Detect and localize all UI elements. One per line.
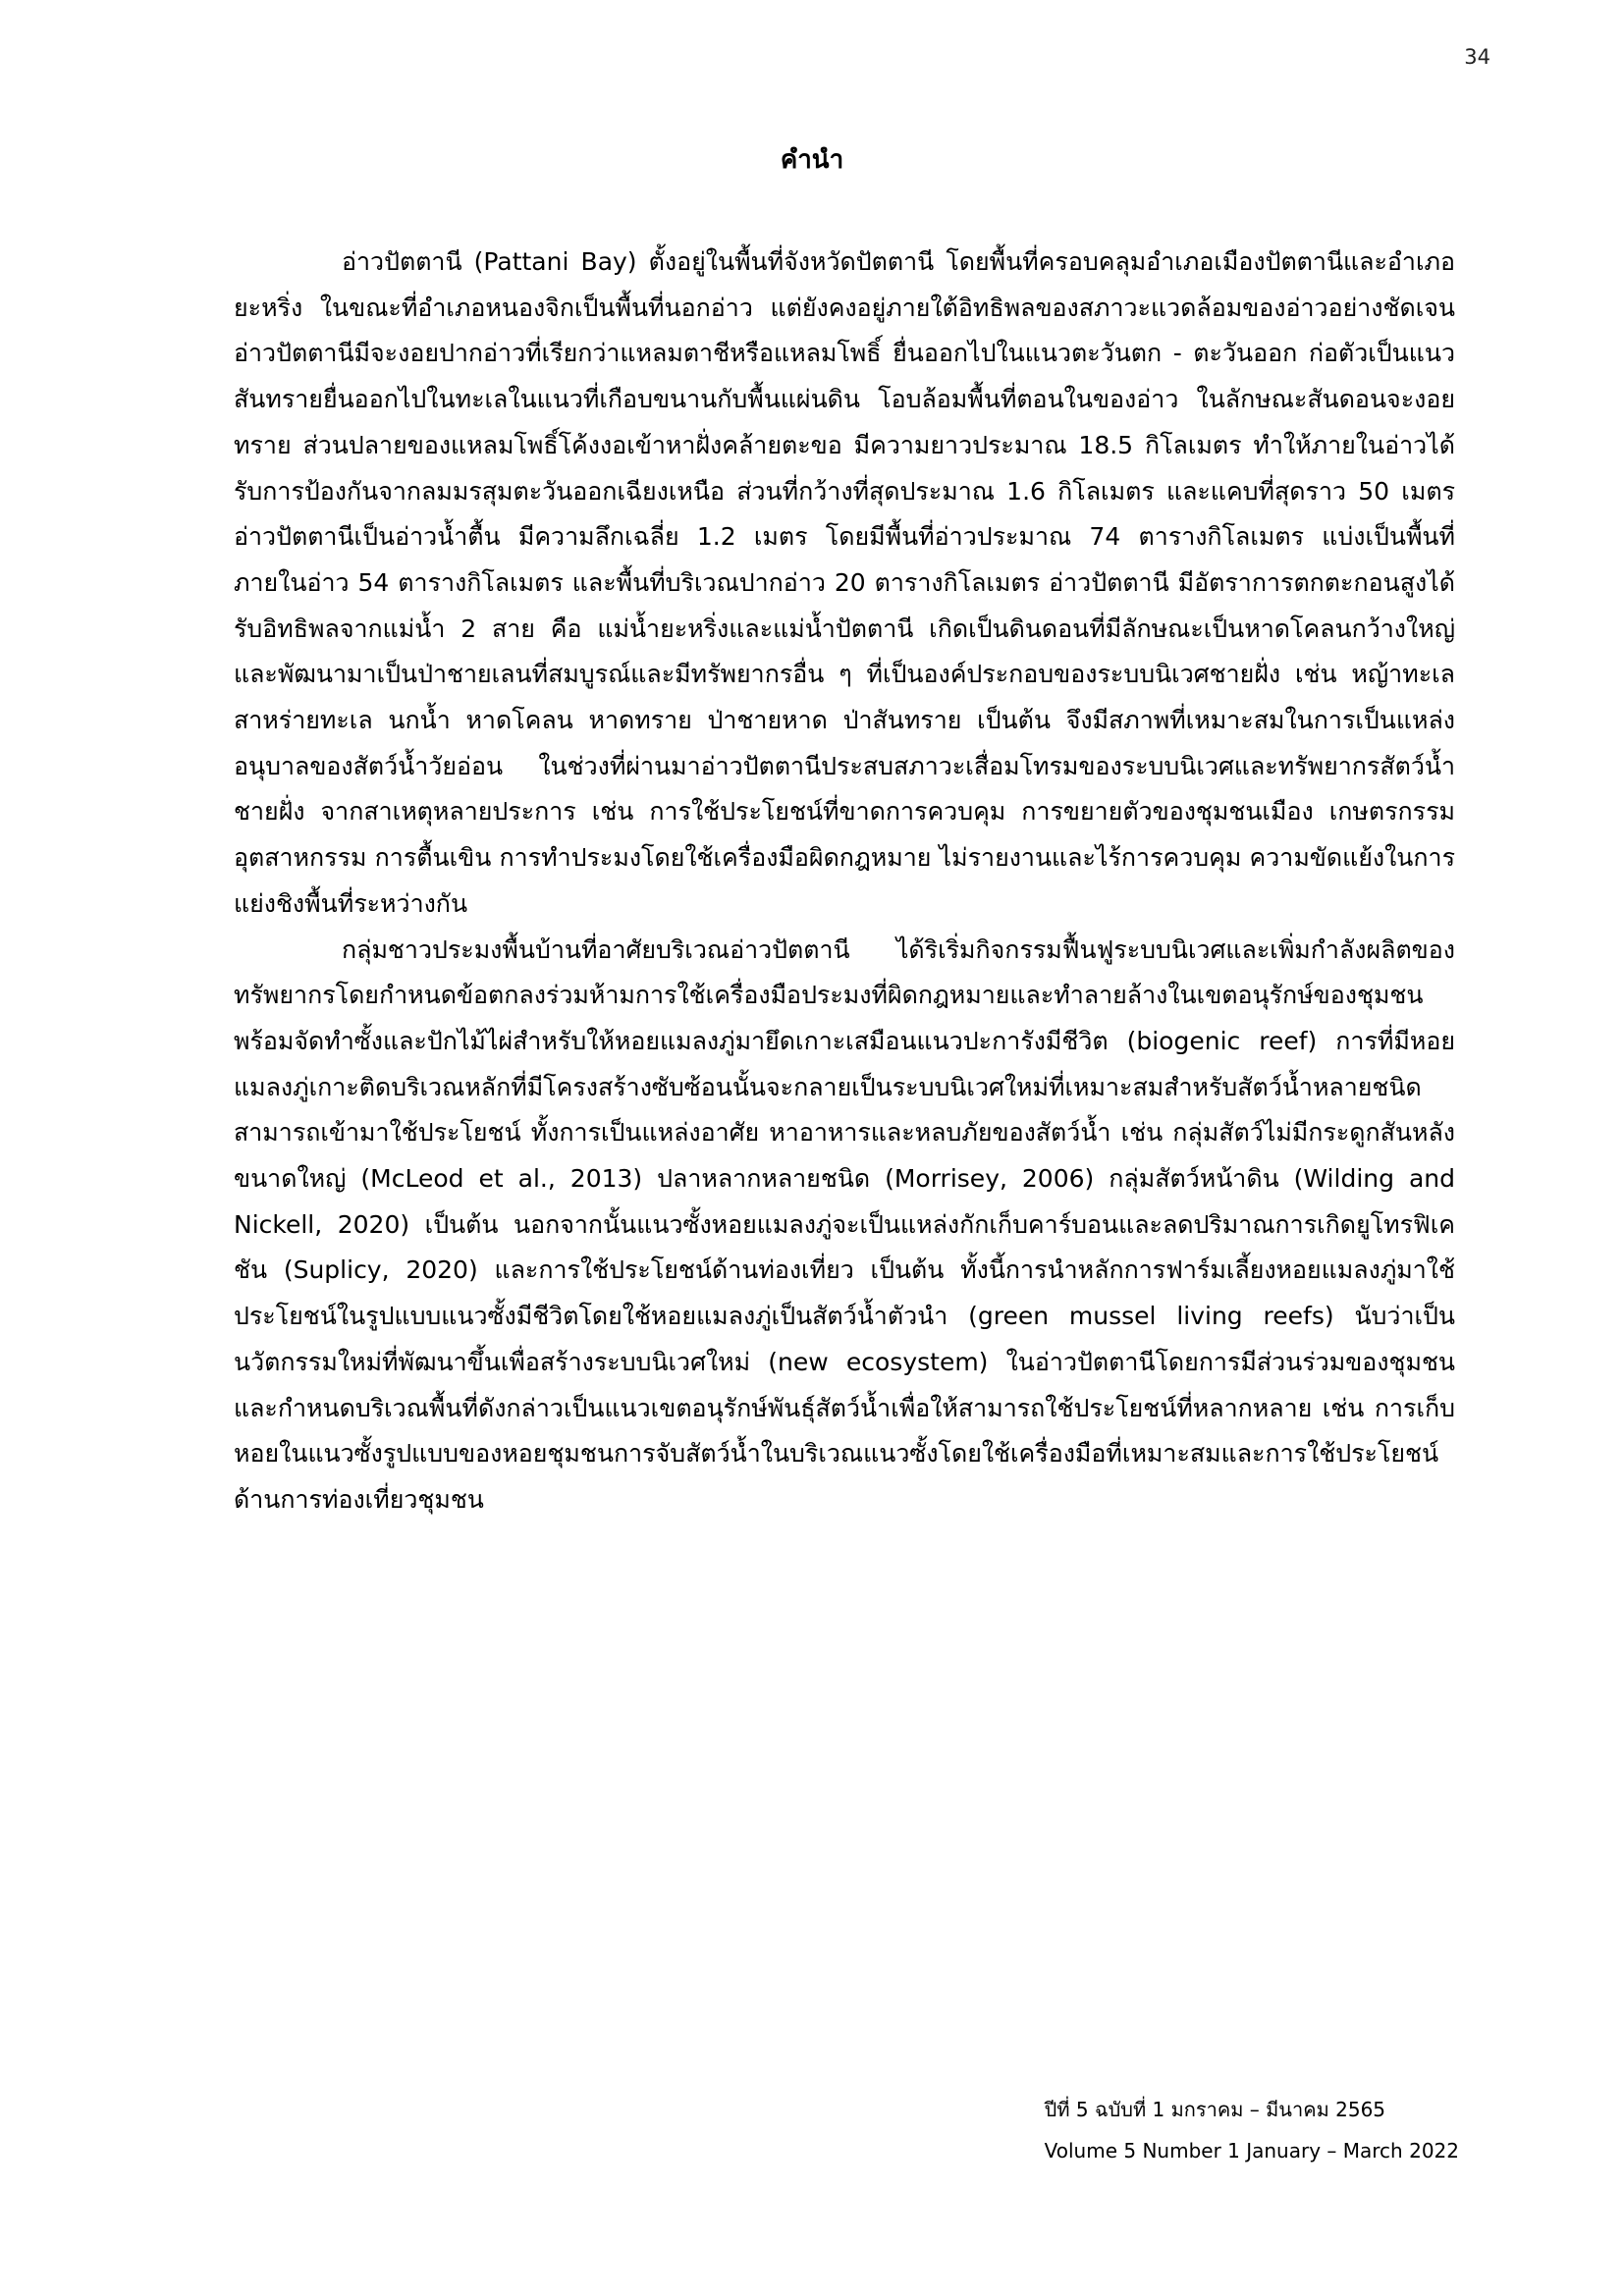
paragraph-1: อ่าวปัตตานี (Pattani Bay) ตั้งอยู่ในพื้นที่จังหวัดปัตตานี โดยพื้นที่ครอบคลุมอำเภอเมืองปัตตานีและอำเภอยะหริ่ง ในขณะที่อำเภอหนองจิกเป็นพื้นที่นอกอ่าว แต่ยังคงอยู่ภายใต้อิทธิพลของสภาวะแวดล้อมของอ่าวอย่างชัดเจน อ่าวปัตตานีมีจะงอยปากอ่าวที่เรียกว่าแหลมตาชีหรือแหลมโพธิ์ ยื่นออกไปในแนวตะวันตก - ตะวันออก ก่อตัวเป็นแนวสันทรายยื่นออกไปในทะเลในแนวที่เกือบขนานกับพื้นแผ่นดิน โอบล้อมพื้นที่ตอนในของอ่าว ในลักษณะสันดอนจะงอยทราย ส่วนปลายของแหลมโพธิ์โค้งงอเข้าหาฝั่งคล้ายตะขอ มีความยาวประมาณ 18.5 กิโลเมตร ทำให้ภายในอ่าวได้รับการป้องกันจากลมมรสุมตะวันออกเฉียงเหนือ ส่วนที่กว้างที่สุดประมาณ 1.6 กิโลเมตร และแคบที่สุดราว 50 เมตร อ่าวปัตตานีเป็นอ่าวน้ำตื้น มีความลึกเฉลี่ย 1.2 เมตร โดยมีพื้นที่อ่าวประมาณ 74 ตารางกิโลเมตร แบ่งเป็นพื้นที่ภายในอ่าว 54 ตารางกิโลเมตร และพื้นที่บริเวณปากอ่าว 20 ตารางกิโลเมตร อ่าวปัตตานี มีอัตราการตกตะกอนสูงได้รับอิทธิพลจากแม่น้ำ 2 สาย คือ แม่น้ำยะหริ่งและแม่น้ำปัตตานี เกิดเป็นดินดอนที่มีลักษณะเป็นหาดโคลนกว้างใหญ่และพัฒนามาเป็นป่าชายเลนที่สมบูรณ์และมีทรัพยากรอื่น ๆ ที่เป็นองค์ประกอบของระบบนิเวศชายฝั่ง เช่น หญ้าทะเล สาหร่ายทะเล นกน้ำ หาดโคลน หาดทราย ป่าชายหาด ป่าสันทราย เป็นต้น จึงมีสภาพที่เหมาะสมในการเป็นแหล่งอนุบาลของสัตว์น้ำวัยอ่อน ในช่วงที่ผ่านมาอ่าวปัตตานีประสบสภาวะเสื่อมโทรมของระบบนิเวศและทรัพยากรสัตว์น้ำชายฝั่ง จากสาเหตุหลายประการ เช่น การใช้ประโยชน์ที่ขาดการควบคุม การขยายตัวของชุมชนเมือง เกษตรกรรม อุตสาหกรรม การตื้นเขิน การทำประมงโดยใช้เครื่องมือผิดกฎหมาย ไม่รายงานและไร้การควบคุม ความขัดแย้งในการแย่งชิงพื้นที่ระหว่างกัน — [234, 247, 1455, 918]
footer-issue-thai: ปีที่ 5 ฉบับที่ 1 มกราคม – มีนาคม 2565 — [1044, 2098, 1386, 2121]
page-number: 34 — [1464, 45, 1490, 69]
footer — [1045, 2089, 1459, 2171]
footer-issue-english: Volume 5 Number 1 January – March 2022 — [1044, 2139, 1459, 2163]
body-text — [234, 240, 1455, 1523]
page-title: คำนำ — [780, 145, 844, 175]
paragraph-2: กลุ่มชาวประมงพื้นบ้านที่อาศัยบริเวณอ่าวปัตตานี ได้ริเริ่มกิจกรรมฟื้นฟูระบบนิเวศและเพิ่มกำลังผลิตของทรัพยากรโดยกำหนดข้อตกลงร่วมห้ามการใช้เครื่องมือประมงที่ผิดกฎหมายและทำลายล้างในเขตอนุรักษ์ของชุมชนพร้อมจัดทำซั้งและปักไม้ไผ่สำหรับให้หอยแมลงภู่มายึดเกาะเสมือนแนวปะการังมีชีวิต (biogenic reef) การที่มีหอยแมลงภู่เกาะติดบริเวณหลักที่มีโครงสร้างซับซ้อนนั้นจะกลายเป็นระบบนิเวศใหม่ที่เหมาะสมสำหรับสัตว์น้ำหลายชนิดสามารถเข้ามาใช้ประโยชน์ ทั้งการเป็นแหล่งอาศัย หาอาหารและหลบภัยของสัตว์น้ำ เช่น กลุ่มสัตว์ไม่มีกระดูกสันหลังขนาดใหญ่ (McLeod et al., 2013) ปลาหลากหลายชนิด (Morrisey, 2006) กลุ่มสัตว์หน้าดิน (Wilding and Nickell, 2020) เป็นต้น นอกจากนั้นแนวซั้งหอยแมลงภู่จะเป็นแหล่งกักเก็บคาร์บอนและลดปริมาณการเกิดยูโทรฟิเคชัน (Suplicy, 2020) และการใช้ประโยชน์ด้านท่องเที่ยว เป็นต้น ทั้งนี้การนำหลักการฟาร์มเลี้ยงหอยแมลงภู่มาใช้ประโยชน์ในรูปแบบแนวซั้งมีชีวิตโดยใช้หอยแมลงภู่เป็นสัตว์น้ำตัวนำ (green mussel living reefs) นับว่าเป็นนวัตกรรมใหม่ที่พัฒนาขึ้นเพื่อสร้างระบบนิเวศใหม่ (new ecosystem) ในอ่าวปัตตานีโดยการมีส่วนร่วมของชุมชน และกำหนดบริเวณพื้นที่ดังกล่าวเป็นแนวเขตอนุรักษ์พันธุ์สัตว์น้ำเพื่อให้สามารถใช้ประโยชน์ที่หลากหลาย เช่น การเก็บหอยในแนวซั้งรูปแบบของหอยชุมชนการจับสัตว์น้ำในบริเวณแนวซั้งโดยใช้เครื่องมือที่เหมาะสมและการใช้ประโยชน์ด้านการท่องเที่ยวชุมชน — [234, 934, 1455, 1514]
